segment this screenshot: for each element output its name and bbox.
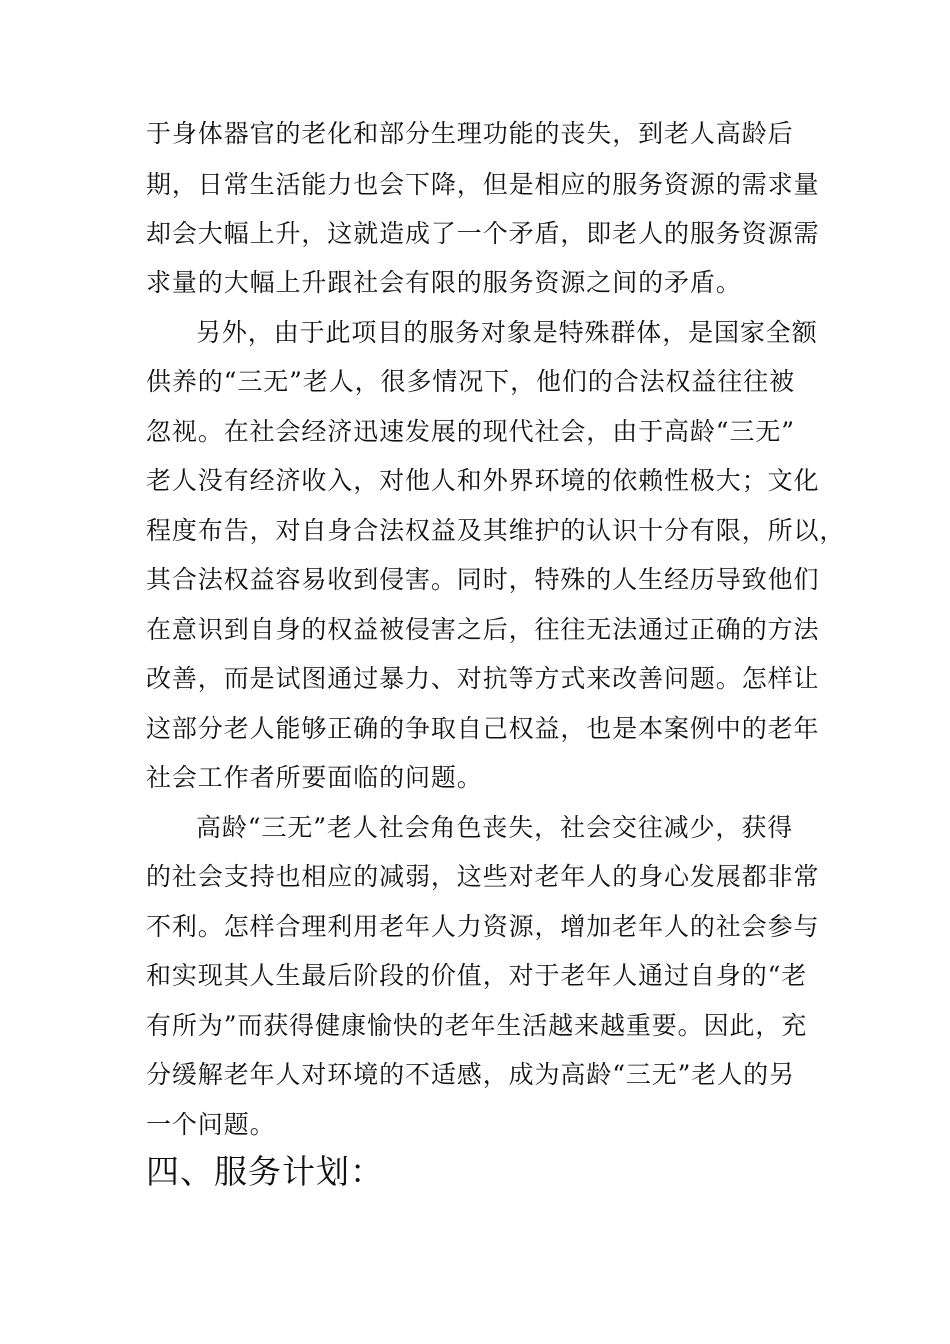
paragraph-2-line-3: 忽视。在社会经济迅速发展的现代社会，由于高龄“三无” [146, 417, 795, 446]
paragraph-3-line-6: 分缓解老年人对环境的不适感，成为高龄“三无”老人的另 [146, 1060, 795, 1089]
paragraph-1-line-2: 期，日常生活能力也会下降，但是相应的服务资源的需求量 [146, 170, 820, 199]
paragraph-1-line-1: 于身体器官的老化和部分生理功能的丧失，到老人高龄后 [146, 119, 794, 148]
paragraph-3-line-4: 和实现其人生最后阶段的价值，对于老年人通过自身的“老 [146, 961, 808, 990]
paragraph-2-line-9: 这部分老人能够正确的争取自己权益，也是本案例中的老年 [146, 714, 820, 743]
paragraph-2-line-10: 社会工作者所要面临的问题。 [146, 763, 483, 792]
paragraph-3-line-5: 有所为”而获得健康愉快的老年生活越来越重要。因此，充 [146, 1011, 808, 1040]
paragraph-3-line-2: 的社会支持也相应的减弱，这些对老年人的身心发展都非常 [146, 862, 820, 891]
paragraph-3-line-3: 不利。怎样合理利用老年人力资源，增加老年人的社会参与 [146, 912, 820, 941]
paragraph-2-line-1: 另外，由于此项目的服务对象是特殊群体，是国家全额 [196, 318, 818, 347]
paragraph-2-line-2: 供养的“三无”老人，很多情况下，他们的合法权益往往被 [146, 367, 795, 396]
paragraph-1-line-4: 求量的大幅上升跟社会有限的服务资源之间的矛盾。 [146, 268, 742, 297]
paragraph-2-line-4: 老人没有经济收入，对他人和外界环境的依赖性极大；文化 [146, 466, 820, 495]
paragraph-2-line-5: 程度布告，对自身合法权益及其维护的认识十分有限，所以， [146, 516, 846, 545]
section-heading: 四、服务计划： [146, 1152, 384, 1191]
paragraph-3-line-7: 一个问题。 [146, 1110, 276, 1139]
paragraph-2-line-7: 在意识到自身的权益被侵害之后，往往无法通过正确的方法 [146, 615, 820, 644]
paragraph-2-line-6: 其合法权益容易收到侵害。同时，特殊的人生经历导致他们 [146, 565, 820, 594]
paragraph-1-line-3: 却会大幅上升，这就造成了一个矛盾，即老人的服务资源需 [146, 219, 820, 248]
paragraph-3-line-1: 高龄“三无”老人社会角色丧失，社会交往减少，获得 [196, 813, 794, 842]
paragraph-2-line-8: 改善，而是试图通过暴力、对抗等方式来改善问题。怎样让 [146, 664, 820, 693]
